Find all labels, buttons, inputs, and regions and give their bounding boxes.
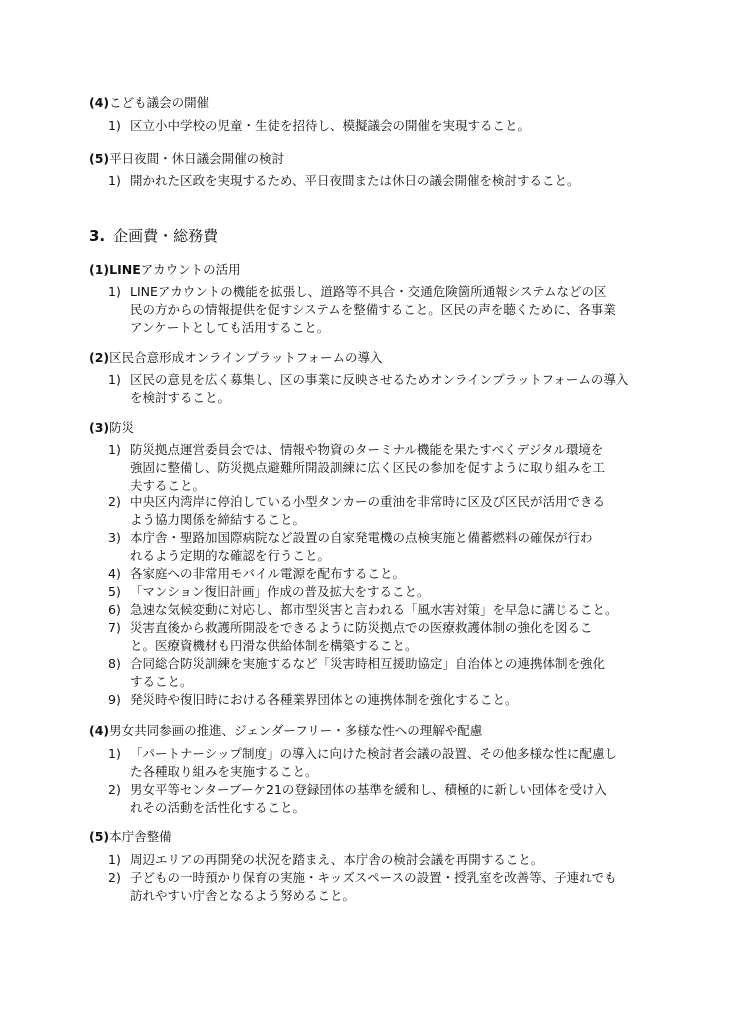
item-text: 周辺エリアの再開発の状況を踏まえ、本庁舎の検討会議を再開すること。 <box>130 852 544 867</box>
item-number: 3) <box>108 530 121 545</box>
list-item <box>108 283 678 338</box>
item-number: 1) <box>108 746 121 761</box>
section-number: (3) <box>89 420 110 435</box>
item-text: LINEアカウントの機能を拡張し、道路等不具合・交通危険箇所通報システムなどの区 民の方からの情報提供を促すシステムを整備すること。区民の声を聴くために、各事業 アンケートとしても活用すること。 <box>130 284 616 336</box>
item-text: 発災時や復旧時における各種業界団体との連携体制を強化すること。 <box>130 692 518 707</box>
section-heading <box>89 722 482 740</box>
item-number: 6) <box>108 602 121 617</box>
item-number: 1) <box>108 173 121 188</box>
list-item <box>108 441 678 496</box>
item-number: 8) <box>108 656 121 671</box>
section-number: (4) <box>89 95 110 110</box>
section-heading <box>89 261 241 279</box>
section-title: 男女共同参画の推進、ジェンダーフリー・多様な性への理解や配慮 <box>109 723 483 738</box>
item-text: 「パートナーシップ制度」の導入に向けた検討者会議の設置、その他多様な性に配慮し た各種取り組みを実施すること。 <box>130 746 618 780</box>
item-number: 5) <box>108 584 121 599</box>
item-text: 急速な気候変動に対応し、都市型災害と言われる「風水害対策」を早急に講じること。 <box>130 602 618 617</box>
section-title: 防災 <box>109 420 135 435</box>
item-text: 男女平等センターブーケ21の登録団体の基準を緩和し、積極的に新しい団体を受け入 れその活動を活性化すること。 <box>130 782 607 816</box>
list-item <box>108 869 678 905</box>
item-text: 中央区内湾岸に停泊している小型タンカーの重油を非常時に区及び区民が活用できる よう協力関係を締結すること。 <box>130 494 606 528</box>
list-item <box>108 781 678 817</box>
section-title: 区民合意形成オンラインプラットフォームの導入 <box>109 350 383 365</box>
section-number: (2) <box>89 350 110 365</box>
item-text: 各家庭への非常用モバイル電源を配布すること。 <box>130 566 406 581</box>
item-text: 子どもの一時預かり保育の実施・キッズスペースの設置・授乳室を改善等、子連れでも 訪れやすい庁舎となるよう努めること。 <box>130 870 617 904</box>
section-title: こども議会の開催 <box>109 95 210 110</box>
section-title: 本庁舎整備 <box>109 829 172 844</box>
section-title: 平日夜間・休日議会開催の検討 <box>109 151 285 166</box>
item-number: 1) <box>108 118 121 133</box>
section-heading <box>89 419 134 437</box>
item-number: 4) <box>108 566 121 581</box>
chapter-number: 3. <box>89 227 106 245</box>
list-item <box>108 851 678 869</box>
item-text: 区民の意見を広く募集し、区の事業に反映させるためオンラインプラットフォームの導入 を検討すること。 <box>130 372 629 406</box>
list-item <box>108 655 678 691</box>
list-item <box>108 583 678 601</box>
item-text: 本庁舎・聖路加国際病院など設置の自家発電機の点検実施と備蓄燃料の確保が行わ れるよう定期的な確認を行うこと。 <box>130 530 593 564</box>
list-item <box>108 601 678 619</box>
item-number: 1) <box>108 372 121 387</box>
section-heading <box>89 150 284 168</box>
list-item <box>108 371 678 407</box>
section-number: (1) <box>89 262 110 277</box>
section-title: アカウントの活用 <box>140 262 241 277</box>
item-number: 7) <box>108 620 121 635</box>
item-number: 2) <box>108 870 121 885</box>
list-item <box>108 493 678 529</box>
item-text: 開かれた区政を実現するため、平日夜間または休日の議会開催を検討すること。 <box>130 173 580 188</box>
list-item <box>108 529 678 565</box>
list-item <box>108 172 678 190</box>
item-text: 災害直後から救護所開設をできるように防災拠点での医療救護体制の強化を図るこ と。医療資機材も円滑な供給体制を構築すること。 <box>130 620 593 654</box>
section-heading <box>89 349 383 367</box>
section-heading <box>89 94 209 112</box>
item-text: 区立小中学校の児童・生徒を招待し、模擬議会の開催を実現すること。 <box>130 118 531 133</box>
item-text: 防災拠点運営委員会では、情報や物資のターミナル機能を果たすべくデジタル環境を 強固に整備し、防災拠点避難所開設訓練に広く区民の参加を促すように取り組みを工 夫すること。 <box>130 442 606 494</box>
section-number: (5) <box>89 151 110 166</box>
item-number: 1) <box>108 442 121 457</box>
item-text: 「マンション復旧計画」作成の普及拡大をすること。 <box>130 584 430 599</box>
list-item <box>108 745 678 781</box>
item-text: 合同総合防災訓練を実施するなど「災害時相互援助協定」自治体との連携体制を強化 すること。 <box>130 656 606 690</box>
chapter-title: 企画費・総務費 <box>113 227 219 245</box>
list-item <box>108 117 678 135</box>
list-item <box>108 619 678 655</box>
item-number: 1) <box>108 852 121 867</box>
list-item <box>108 691 678 709</box>
item-number: 2) <box>108 782 121 797</box>
chapter-heading <box>89 226 218 246</box>
section-number: (5) <box>89 829 110 844</box>
item-number: 1) <box>108 284 121 299</box>
item-number: 9) <box>108 692 121 707</box>
section-number: (4) <box>89 723 110 738</box>
section-heading <box>89 828 172 846</box>
section-title-bold: LINE <box>109 262 141 277</box>
list-item <box>108 565 678 583</box>
item-number: 2) <box>108 494 121 509</box>
